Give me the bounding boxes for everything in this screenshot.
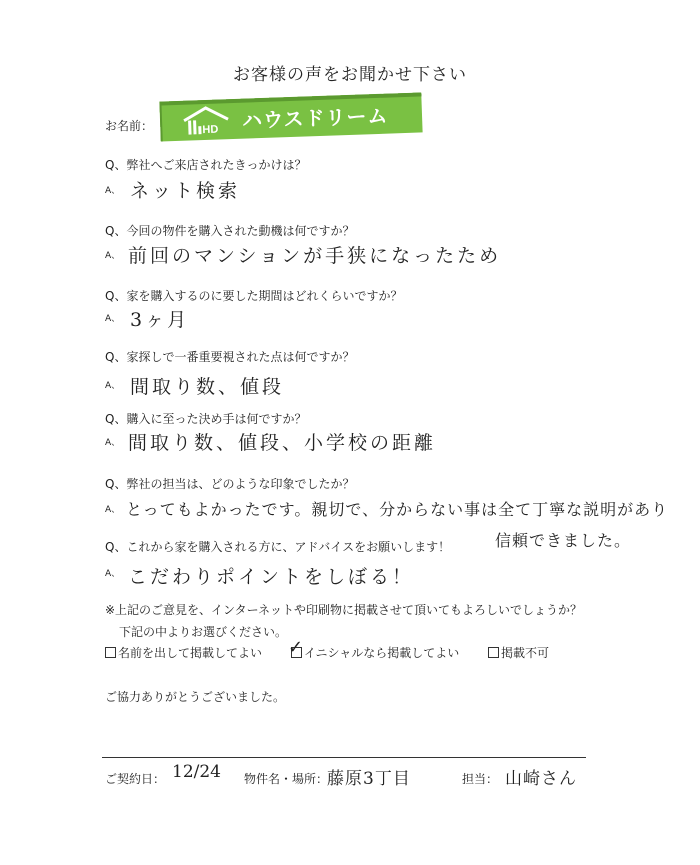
house-logo-icon bbox=[182, 105, 231, 137]
answer-4: 間取り数、値段 bbox=[130, 376, 285, 398]
check-mark-icon: ✓ bbox=[288, 637, 304, 658]
option-name-ok-checkbox[interactable] bbox=[105, 647, 116, 658]
answer-label-2: A、 bbox=[105, 251, 121, 261]
name-label: お名前： bbox=[105, 119, 154, 133]
question-4: Q、家探しで一番重要視された点は何ですか？ bbox=[105, 350, 355, 364]
staff-label: 担当： bbox=[462, 772, 499, 786]
question-6: Q、弊社の担当は、どのような印象でしたか？ bbox=[105, 477, 355, 491]
option-initials-ok-label: イニシャルなら掲載してよい bbox=[304, 646, 460, 660]
property-value: 藤原3丁目 bbox=[327, 769, 411, 789]
answer-label-7: A、 bbox=[105, 569, 121, 579]
company-logo bbox=[159, 92, 422, 141]
option-initials-ok[interactable] bbox=[291, 644, 459, 661]
option-name-ok[interactable] bbox=[105, 644, 262, 661]
thanks-text: ご協力ありがとうございました。 bbox=[105, 690, 286, 704]
option-no-publish-checkbox[interactable] bbox=[488, 647, 499, 658]
contract-date-value: 12/24 bbox=[172, 762, 221, 782]
staff-value: 山崎さん bbox=[505, 769, 577, 789]
answer-label-6: A、 bbox=[105, 505, 121, 515]
consent-instruction: 下記の中よりお選びください。 bbox=[119, 625, 288, 639]
answer-label-1: A、 bbox=[105, 186, 121, 196]
answer-7: こだわりポイントをしぼる！ bbox=[128, 566, 415, 588]
footer-divider bbox=[102, 757, 586, 758]
property-label: 物件名・場所： bbox=[244, 772, 329, 786]
logo-text: ハウスドリーム bbox=[241, 103, 389, 133]
consent-note: ※上記のご意見を、インターネットや印刷物に掲載させて頂いてもよろしいでしょうか？ bbox=[105, 603, 582, 617]
question-5: Q、購入に至った決め手は何ですか？ bbox=[105, 412, 307, 426]
contract-date-label: ご契約日： bbox=[105, 772, 166, 786]
answer-label-5: A、 bbox=[105, 438, 121, 448]
question-3: Q、家を購入するのに要した期間はどれくらいですか？ bbox=[105, 289, 403, 303]
answer-2: 前回のマンションが手狭になったため bbox=[128, 245, 502, 267]
option-name-ok-label: 名前を出して掲載してよい bbox=[118, 646, 263, 660]
option-no-publish-label: 掲載不可 bbox=[501, 646, 550, 660]
answer-5: 間取り数、値段、小学校の距離 bbox=[128, 432, 437, 454]
question-1: Q、弊社へご来店されたきっかけは？ bbox=[105, 158, 307, 172]
answer-3: 3ヶ月 bbox=[130, 309, 190, 331]
answer-label-4: A、 bbox=[105, 381, 121, 391]
question-2: Q、今回の物件を購入された動機は何ですか？ bbox=[105, 224, 355, 238]
logo-mark: HD bbox=[202, 123, 219, 137]
question-7: Q、これから家を購入される方に、アドバイスをお願いします！ bbox=[105, 540, 451, 554]
answer-6-continued: 信頼できました。 bbox=[495, 531, 632, 550]
answer-6: とってもよかったです。親切で、分からない事は全て丁寧な説明があり bbox=[126, 500, 669, 519]
answer-label-3: A、 bbox=[105, 314, 121, 324]
option-no-publish[interactable] bbox=[488, 644, 549, 661]
answer-1: ネット検索 bbox=[130, 180, 241, 202]
page-title: お客様の声をお聞かせ下さい bbox=[233, 65, 467, 85]
